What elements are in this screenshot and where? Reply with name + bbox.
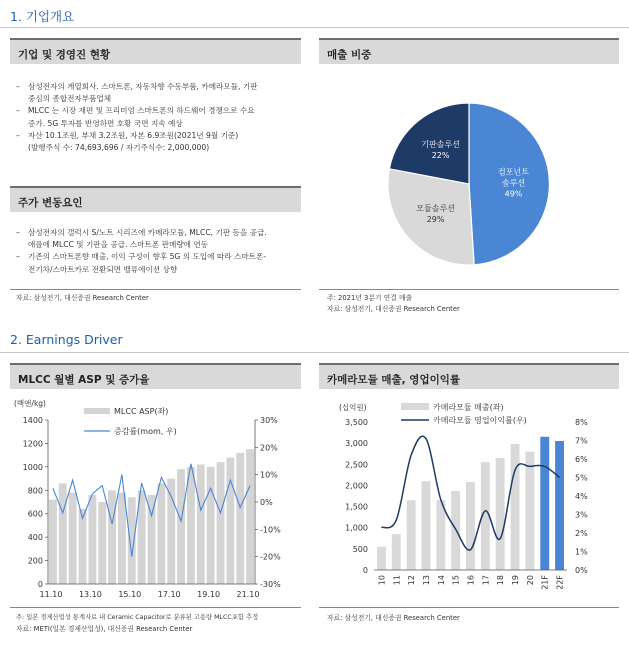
mlcc-asp-bar — [217, 462, 225, 584]
mlcc-note: 주: 일본 경제산업성 통계자료 내 Ceramic Capacitor로 분류된 고용량 MLCC포함 추정 — [16, 614, 259, 621]
mlcc-divider — [10, 607, 301, 608]
camera-revenue-bar — [540, 437, 549, 570]
camera-x-tick-label: 16 — [466, 575, 476, 586]
mlcc-asp-bar — [79, 509, 87, 584]
mlcc-right-tick-label: 30% — [260, 416, 278, 425]
camera-x-tick-label: 12 — [407, 575, 417, 586]
camera-left-tick-label: 2,500 — [345, 460, 368, 470]
camera-left-tick-label: 1,000 — [345, 523, 368, 533]
mlcc-asp-bar — [128, 497, 136, 584]
mlcc-legend-bar-swatch — [84, 408, 110, 414]
stock-bullet-1-cont: 애플에 MLCC 및 기판을 공급. 스마트폰 판매량에 연동 — [28, 240, 209, 250]
stock-bullets — [16, 227, 306, 276]
section1-title: 1. 기업개요 — [10, 9, 75, 24]
company-bullet-1-cont: 중심의 종합전자부품업체 — [28, 94, 112, 104]
mlcc-x-tick-label: 21.10 — [236, 590, 260, 599]
stock-bullet-2-cont: 전기차/스마트카로 전환되면 밸류에이션 상향 — [28, 264, 178, 274]
sales-mix-header: 매출 비중 — [319, 38, 619, 64]
camera-x-tick-label: 20 — [525, 575, 535, 586]
company-header: 기업 및 경영진 현황 — [10, 38, 301, 64]
pie-pct-label: 29% — [426, 215, 445, 224]
camera-legend-bar-swatch — [401, 403, 429, 410]
mlcc-asp-bar — [118, 493, 126, 584]
mlcc-legend-bar-label: MLCC ASP(좌) — [114, 407, 169, 416]
sales-mix-pie-chart — [319, 66, 619, 288]
company-bullet-3: – 자산 10.1조원, 부채 3.2조원, 자본 6.9조원(2021년 9월 기준) — [16, 130, 306, 142]
camera-unit-label: (십억원) — [339, 403, 367, 412]
mlcc-x-tick-label: 15.10 — [118, 590, 142, 599]
sales-mix-divider — [319, 289, 619, 290]
mlcc-asp-bar — [197, 465, 205, 585]
camera-right-tick-label: 2% — [575, 529, 588, 538]
mlcc-left-tick-label: 400 — [27, 533, 43, 543]
mlcc-asp-bar — [98, 502, 106, 584]
mlcc-right-tick-label: -10% — [260, 525, 281, 535]
camera-right-tick-label: 4% — [575, 492, 588, 501]
section2-rule — [0, 352, 629, 353]
camera-right-tick-label: 7% — [575, 436, 588, 446]
camera-legend-line-label: 카메라모듈 영업이익률(우) — [433, 416, 527, 425]
camera-x-tick-label: 19 — [511, 575, 520, 586]
stock-bullet-2: – 기존의 스마트폰향 매출, 이익 구성이 향후 5G 의 도입에 따라 스마트폰- — [16, 251, 306, 263]
company-bullet-2-cont: 증가. 5G 투자를 반영하면 호황 국면 지속 예상 — [28, 118, 183, 128]
mlcc-asp-bar — [157, 483, 165, 584]
camera-legend-bar-label: 카메라모듈 매출(좌) — [433, 403, 504, 412]
mlcc-x-tick-label: 17.10 — [157, 590, 181, 599]
mlcc-asp-bar — [226, 458, 234, 585]
company-bullets — [16, 81, 306, 154]
camera-revenue-bar — [555, 441, 564, 570]
mlcc-asp-chart — [10, 392, 301, 604]
camera-revenue-bar — [407, 500, 416, 570]
mlcc-unit-label: (백엔/kg) — [14, 399, 46, 408]
mlcc-asp-bar — [246, 449, 254, 584]
mlcc-header: MLCC 월별 ASP 및 증가율 — [10, 363, 301, 389]
mlcc-right-tick-label: -30% — [260, 580, 281, 589]
mlcc-left-tick-label: 1000 — [22, 462, 43, 472]
camera-x-tick-label: 10 — [377, 575, 387, 586]
camera-x-tick-label: 14 — [436, 575, 446, 586]
camera-right-tick-label: 5% — [575, 473, 588, 483]
mlcc-asp-bar — [88, 495, 96, 584]
camera-divider — [319, 607, 619, 608]
camera-left-tick-label: 2,000 — [345, 481, 368, 491]
camera-x-tick-label: 22F — [555, 575, 565, 590]
mlcc-asp-bar — [167, 479, 175, 584]
stock-header: 주가 변동요인 — [10, 186, 301, 212]
mlcc-right-tick-label: 20% — [260, 443, 278, 453]
camera-right-tick-label: 3% — [575, 510, 588, 520]
camera-x-tick-label: 13 — [422, 575, 431, 586]
camera-left-tick-label: 3,000 — [345, 439, 368, 449]
camera-right-tick-label: 6% — [575, 455, 588, 464]
pie-label: 모듈솔루션 — [416, 204, 455, 213]
camera-header: 카메라모듈 매출, 영업이익률 — [319, 363, 619, 389]
camera-right-tick-label: 0% — [575, 566, 588, 575]
camera-x-tick-label: 21F — [540, 575, 550, 590]
mlcc-asp-bar — [177, 469, 185, 584]
camera-revenue-bar — [392, 534, 401, 570]
mlcc-right-tick-label: 0% — [260, 498, 273, 507]
camera-x-tick-label: 17 — [481, 575, 491, 586]
camera-left-tick-label: 1,500 — [345, 502, 368, 512]
mlcc-asp-bar — [108, 490, 116, 584]
company-bullet-2: – MLCC 는 시장 재편 및 프리미엄 스마트폰의 하드웨어 경쟁으로 수요 — [16, 105, 306, 117]
stock-bullet-1: – 삼성전자의 갤럭시 S/노트 시리즈에 카메라모듈, MLCC, 기판 등을 공급. — [16, 227, 306, 239]
company-bullet-1: – 삼성전자의 계열회사. 스마트폰, 자동차향 수동부품, 카메라모듈, 기판 — [16, 81, 306, 93]
mlcc-asp-bar — [59, 483, 67, 584]
mlcc-x-tick-label: 13.10 — [78, 590, 102, 599]
mlcc-x-tick-label: 19.10 — [197, 590, 221, 599]
camera-left-tick-label: 3,500 — [345, 418, 368, 427]
camera-source: 자료: 삼성전기, 대신증권 Research Center — [327, 614, 460, 622]
mlcc-left-tick-label: 0 — [37, 580, 43, 589]
stock-divider — [10, 289, 301, 290]
section1-rule — [0, 27, 629, 28]
mlcc-left-tick-label: 1400 — [22, 416, 43, 425]
company-bullet-3-cont: (발행주식 수: 74,693,696 / 자기주식수: 2,000,000) — [28, 143, 210, 153]
mlcc-right-tick-label: -20% — [260, 552, 281, 562]
mlcc-right-tick-label: 10% — [260, 470, 278, 480]
camera-revenue-bar — [511, 444, 520, 570]
camera-x-tick-label: 15 — [451, 575, 461, 586]
camera-revenue-bar — [525, 452, 534, 570]
camera-revenue-bar — [436, 500, 445, 570]
mlcc-x-tick-label: 11.10 — [39, 590, 63, 599]
pie-pct-label: 49% — [504, 189, 523, 199]
mlcc-left-tick-label: 800 — [27, 486, 43, 496]
camera-module-chart — [319, 392, 619, 604]
camera-left-tick-label: 500 — [352, 544, 368, 554]
pie-label: 컴포넌트 — [498, 167, 529, 177]
mlcc-legend-line-label: 증감률(mom, 우) — [114, 427, 177, 436]
pie-pct-label: 22% — [431, 151, 450, 161]
stock-source: 자료: 삼성전기, 대신증권 Research Center — [16, 294, 149, 302]
camera-revenue-bar — [466, 482, 475, 570]
mlcc-source: 자료: METI(일본 경제산업성), 대신증권 Research Center — [16, 625, 193, 633]
pie-label: 솔루션 — [501, 178, 526, 188]
camera-left-tick-label: 0 — [362, 566, 368, 575]
camera-revenue-bar — [377, 547, 386, 570]
mlcc-asp-bar — [236, 453, 244, 584]
mlcc-left-tick-label: 600 — [27, 509, 43, 519]
mlcc-left-tick-label: 1200 — [22, 439, 43, 449]
mlcc-asp-bar — [207, 467, 215, 584]
camera-revenue-bar — [496, 458, 505, 570]
camera-revenue-bar — [422, 481, 431, 570]
mlcc-asp-bar — [49, 500, 57, 584]
mlcc-asp-bar — [187, 467, 195, 584]
mlcc-left-tick-label: 200 — [27, 556, 43, 566]
sales-mix-source: 자료: 삼성전기, 대신증권 Research Center — [327, 305, 460, 313]
mlcc-asp-bar — [69, 493, 77, 584]
camera-right-tick-label: 1% — [575, 547, 588, 557]
sales-mix-note: 주: 2021년 3분기 연결 매출 — [327, 294, 413, 302]
pie-label: 기판솔루션 — [421, 140, 460, 150]
camera-x-tick-label: 18 — [496, 575, 506, 586]
camera-x-tick-label: 11 — [392, 575, 402, 586]
section2-title: 2. Earnings Driver — [10, 332, 123, 347]
camera-right-tick-label: 8% — [575, 418, 588, 427]
